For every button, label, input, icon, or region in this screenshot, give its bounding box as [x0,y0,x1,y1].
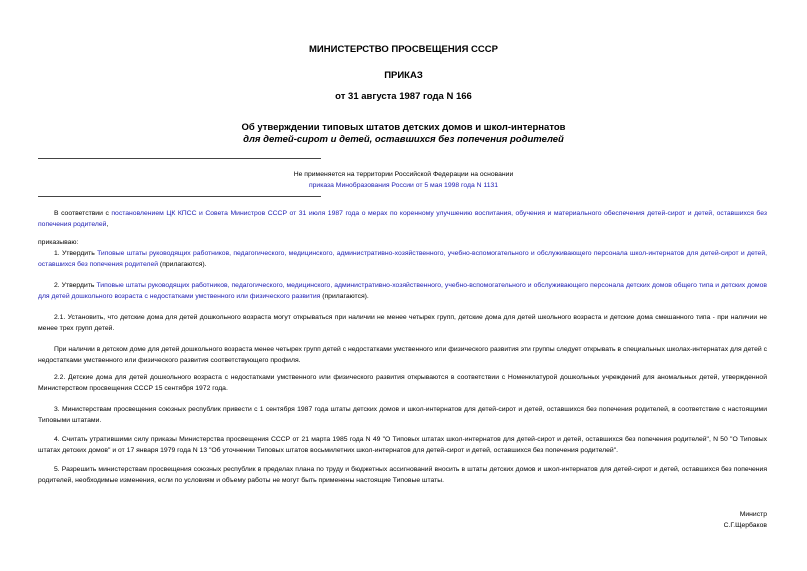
signature-name: С.Г.Щербаков [723,522,767,529]
paragraph-2: 2. Утвердить Типовые штаты руководящих работников, педагогического, медицинского, административно-хозяйственного, учебно-вспомогательного и обслуживающего персонала детских домов общего типа и детских домов для детей дошкольного возраста с недостатками умственного или физического развития (прилагаются). [38,282,767,300]
paragraph-2-1-continued: При наличии в детском доме для детей дошкольного возраста менее четырех групп детей с недостатками умственного или физического развития эти группы следует открывать в специальных школах-интернатах для детей с недостатками умственного или физического развития соответствующего профиля. [38,346,767,364]
paragraph-3: 3. Министерствам просвещения союзных республик привести с 1 сентября 1987 года штаты детских домов и школ-интернатов для детей-сирот и детей, оставшихся без попечения родителей, в соответствие с настоящими Типовыми штатами. [38,406,767,424]
paragraph-1: 1. Утвердить Типовые штаты руководящих работников, педагогического, медицинского, административно-хозяйственного, учебно-вспомогательного и обслуживающего персонала школ-интернатов для детей-сирот и детей, оставшихся без попечения родителей (прилагаются). [38,250,768,268]
divider-bottom [38,196,321,197]
prikazyvayu-text: приказываю: [38,239,79,246]
intro-paragraph: В соответствии с постановлением ЦК КПСС и Совета Министров СССР от 31 июля 1987 года о мерах по коренному улучшению воспитания, обучения и материального обеспечения детей-сирот и детей, оставшихся без попечения родителей, [38,210,767,228]
ministry-heading: МИНИСТЕРСТВО ПРОСВЕЩЕНИЯ СССР [309,44,498,55]
paragraph-5: 5. Разрешить министерствам просвещения союзных республик в пределах плана по труду и бюджетных ассигнований вносить в штаты детских домов и школ-интернатов для детей-сирот и детей, оставшихся без попечения родителей, необходимые изменения, если по условиям и объему работы не могут быть применены настоящие Типовые штаты. [38,466,767,484]
document-title-line1: Об утверждении типовых штатов детских домов и школ-интернатов [241,122,566,133]
orphanage-staff-link[interactable]: Типовые штаты руководящих работников, педагогического, медицинского, административно-хозяйственного, учебно-вспомогательного и обслуживающего персонала детских домов общего типа и детских домов для детей дошкольного возраста с недостатками умственного или физического развития [38,282,767,300]
document-title-line2: для детей-сирот и детей, оставшихся без попечения родителей [243,134,564,145]
divider-top [38,158,321,159]
document-date: от 31 августа 1987 года N 166 [335,91,472,102]
signature-position: Министр [739,511,767,518]
resolution-link[interactable]: постановлением ЦК КПСС и Совета Министров СССР от 31 июля 1987 года о мерах по коренному улучшению воспитания, обучения и материального обеспечения детей-сирот и детей, оставшихся без попечения родителей [38,210,767,228]
applicability-note-link[interactable]: приказа Минобразования России от 5 мая 1998 года N 1131 [308,182,499,189]
applicability-note: Не применяется на территории Российской Федерации на основании [293,171,514,178]
paragraph-2-2: 2.2. Детские дома для детей дошкольного возраста с недостатками умственного или физического развития открываются в соответствии с Номенклатурой дошкольных учреждений для аномальных детей, утвержденной Министерством просвещения СССР 15 сентября 1972 года. [38,374,767,392]
school-staff-link[interactable]: Типовые штаты руководящих работников, педагогического, медицинского, административно-хозяйственного, учебно-вспомогательного и обслуживающего персонала школ-интернатов для детей-сирот и детей, оставшихся без попечения родителей [38,250,768,268]
document-type: ПРИКАЗ [384,70,423,81]
paragraph-4: 4. Считать утратившими силу приказы Министерства просвещения СССР от 21 марта 1985 года N 49 "О Типовых штатах школ-интернатов для детей-сирот и детей, оставшихся без попечения родителей", N 50 "О Типовых штатах детских домов" и от 17 января 1979 года N 13 "Об уточнении Типовых штатов восьмилетних школ-интернатов для детей-сирот и детей, оставшихся без попечения родителей". [38,436,767,454]
paragraph-2-1: 2.1. Установить, что детские дома для детей дошкольного возраста могут открываться при наличии не менее четырех групп, детские дома для детей школьного возраста и детские дома смешанного типа - при наличии не менее трех групп детей. [38,314,767,332]
